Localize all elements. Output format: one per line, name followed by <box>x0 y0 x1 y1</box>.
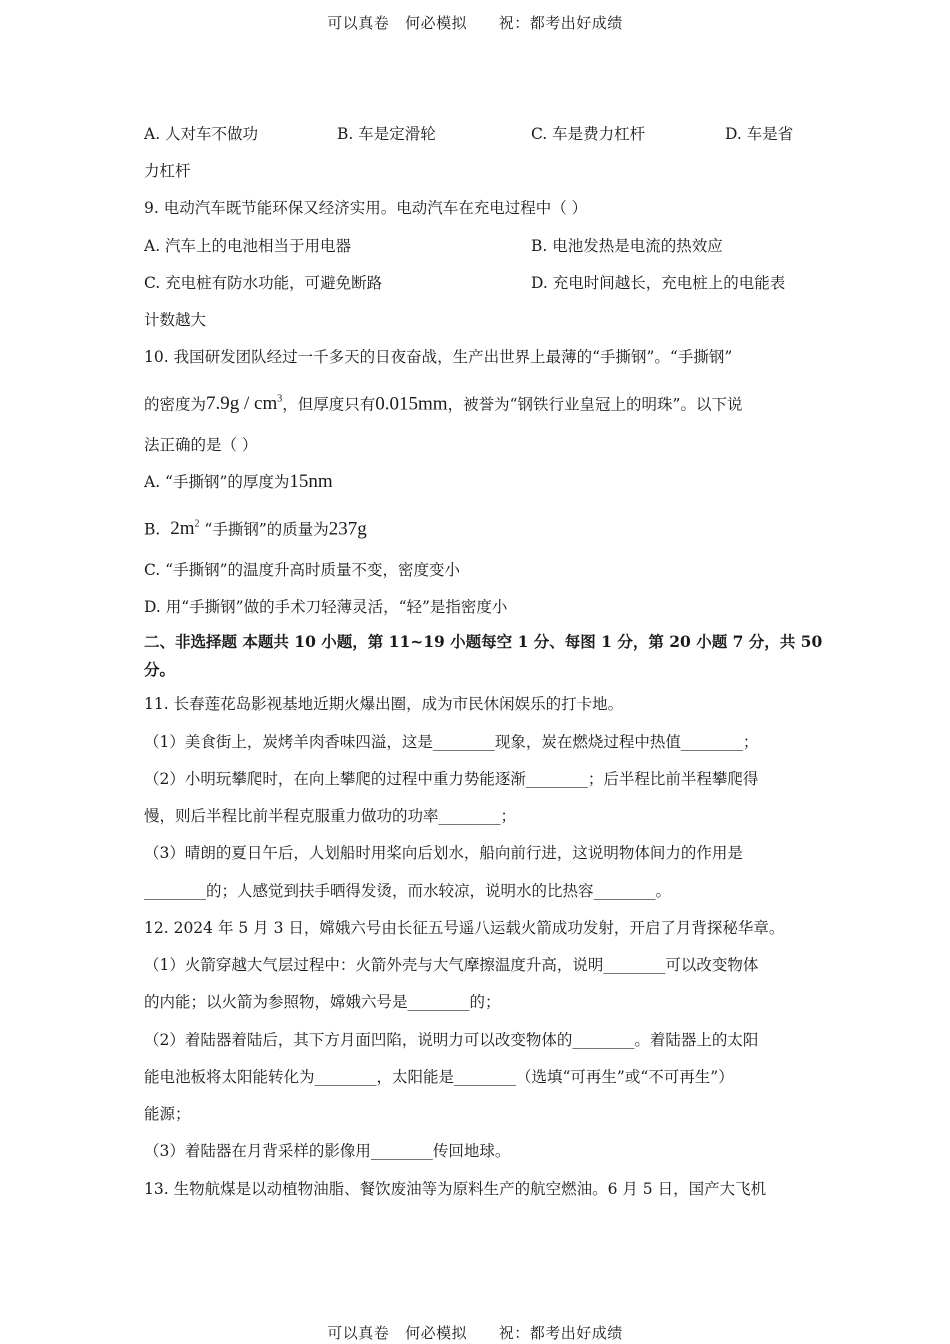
q10-text: 的密度为 <box>144 395 207 414</box>
q11-part3-line1: （3）晴朗的夏日午后，人划船时用桨向后划水，船向前行进，这说明物体间力的作用是 <box>144 844 743 862</box>
q10-text: ，但厚度只有 <box>282 395 376 414</box>
page-header <box>0 12 950 33</box>
q10-option-a-value: 15nm <box>289 471 333 492</box>
q9-stem: 9. 电动汽车既节能环保又经济实用。电动汽车在充电过程中（ ） <box>144 199 588 217</box>
q10-option-b-text: “手撕钢”的质量为 <box>204 520 329 539</box>
q11-part2-line1: （2）小明玩攀爬时，在向上攀爬的过程中重力势能逐渐________；后半程比前半程攀爬得 <box>144 770 759 788</box>
q11-part3-line2: ________的；人感觉到扶手晒得发烫，而水较凉，说明水的比热容________。 <box>144 882 672 900</box>
section2-heading-line2: 分。 <box>144 660 176 679</box>
q10-stem-line2 <box>144 390 742 414</box>
header-slogan-middle: 何必模拟 <box>405 14 468 32</box>
q10-option-b-label: B. <box>144 520 161 539</box>
q9-option-a: A. 汽车上的电池相当于用电器 <box>144 237 352 255</box>
q8-option-b: B. 车是定滑轮 <box>337 125 436 143</box>
q10-stem-line3: 法正确的是（ ） <box>144 436 258 454</box>
q12-part2-line1: （2）着陆器着陆后，其下方月面凹陷，说明力可以改变物体的________。着陆器上的太阳 <box>144 1031 759 1049</box>
q12-part2-line3: 能源； <box>144 1105 191 1123</box>
q9-option-b: B. 电池发热是电流的热效应 <box>531 237 723 255</box>
q12-part1-line2: 的内能；以火箭为参照物，嫦娥六号是________的； <box>144 993 501 1011</box>
header-slogan-right: 祝：都考出好成绩 <box>498 14 623 32</box>
section2-heading-line1: 二、非选择题 本题共 10 小题，第 11~19 小题每空 1 分、每图 1 分，第 20 小题 7 分，共 50 <box>144 632 823 651</box>
q8-options <box>144 124 814 144</box>
q8-option-c: C. 车是费力杠杆 <box>531 125 646 143</box>
q8-option-d-wrap: 力杠杆 <box>144 162 191 180</box>
q10-option-a <box>144 472 333 492</box>
header-slogan-left: 可以真卷 <box>327 14 390 32</box>
q10-option-b-area <box>170 518 199 539</box>
q9-option-d: D. 充电时间越长，充电桩上的电能表 <box>531 274 786 292</box>
q9-options-ab <box>144 236 814 256</box>
footer-slogan-middle: 何必模拟 <box>405 1324 468 1342</box>
q10-density-exponent: 3 <box>277 394 283 405</box>
q10-thickness-value: 0.015mm <box>375 393 448 415</box>
q9-option-d-wrap: 计数越大 <box>144 311 207 329</box>
q10-option-c: C. “手撕钢”的温度升高时质量不变，密度变小 <box>144 561 461 579</box>
q10-option-d: D. 用“手撕钢”做的手术刀轻薄灵活，“轻”是指密度小 <box>144 598 508 616</box>
q9-option-c: C. 充电桩有防水功能，可避免断路 <box>144 274 383 292</box>
q10-option-b-mass: 237g <box>328 518 367 540</box>
q12-part3: （3）着陆器在月背采样的影像用________传回地球。 <box>144 1142 511 1160</box>
q13-stem: 13. 生物航煤是以动植物油脂、餐饮废油等为原料生产的航空燃油。6 月 5 日，国产大飞机 <box>144 1180 767 1198</box>
footer-slogan-left: 可以真卷 <box>327 1324 390 1342</box>
footer-slogan-right: 祝：都考出好成绩 <box>498 1324 623 1342</box>
q10-option-a-text: A. “手撕钢”的厚度为 <box>144 473 290 491</box>
q10-density-value <box>206 393 282 414</box>
q11-part1: （1）美食街上，炭烤羊肉香味四溢，这是________现象，炭在燃烧过程中热值________； <box>144 733 759 751</box>
q9-options-cd <box>144 273 814 293</box>
q11-part2-line2: 慢，则后半程比前半程克服重力做功的功率________； <box>144 807 517 825</box>
q10-stem-line1: 10. 我国研发团队经过一千多天的日夜奋战，生产出世界上最薄的“手撕钢”。“手撕钢” <box>144 348 733 366</box>
q11-stem: 11. 长春莲花岛影视基地近期火爆出圈，成为市民休闲娱乐的打卡地。 <box>144 695 624 713</box>
q8-option-d: D. 车是省 <box>725 125 794 143</box>
page-footer <box>0 1322 950 1343</box>
q10-option-b <box>144 515 367 539</box>
q10-density: 7.9g / cm <box>206 393 278 415</box>
q8-option-a: A. 人对车不做功 <box>144 125 259 143</box>
q12-part2-line2: 能电池板将太阳能转化为________，太阳能是________（选填“可再生”或“不可再生”） <box>144 1068 734 1086</box>
q12-part1-line1: （1）火箭穿越大气层过程中：火箭外壳与大气摩擦温度升高，说明________可以改变物体 <box>144 956 759 974</box>
q10-area: 2m <box>170 518 195 540</box>
q10-text: ，被誉为“钢铁行业皇冠上的明珠”。以下说 <box>447 395 743 414</box>
q10-area-exponent: 2 <box>194 519 200 530</box>
q12-stem: 12. 2024 年 5 月 3 日，嫦娥六号由长征五号遥八运载火箭成功发射，开启了月背探秘华章。 <box>144 919 785 937</box>
